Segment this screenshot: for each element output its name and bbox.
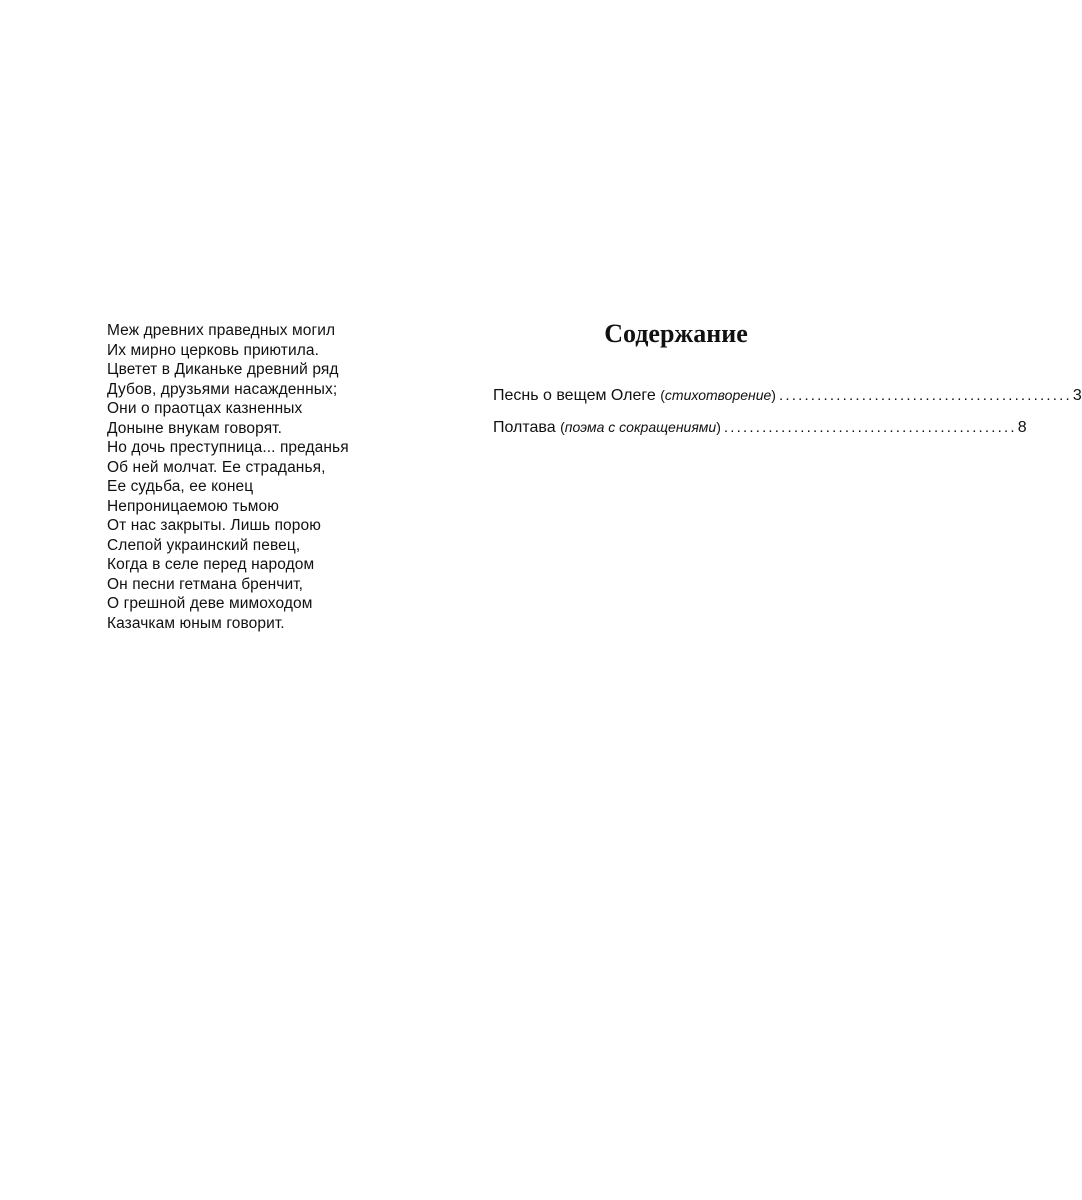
- toc-dot-leader: ..............................................: [778, 387, 1072, 404]
- poem-line: Слепой украинский певец,: [107, 536, 301, 554]
- toc-entry-page: 3: [1072, 387, 1082, 404]
- toc-entry[interactable]: [493, 385, 1082, 406]
- poem-line: От нас закрыты. Лишь порою: [107, 517, 321, 534]
- poem-line: Он песни гетмана бренчит,: [107, 575, 304, 593]
- toc-title: Содержание: [604, 319, 748, 348]
- toc-entry[interactable]: [493, 417, 1027, 438]
- toc-entry-note: поэма с сокращениями: [564, 419, 717, 435]
- toc-entry-label: Песнь о вещем Олеге (стихотворение): [493, 387, 776, 404]
- poem-line: Но дочь преступница... преданья: [107, 439, 349, 456]
- poem-line: Меж древних праведных могил: [107, 322, 336, 339]
- poem-line: Они о праотцах казненных: [107, 400, 303, 417]
- poem-line: Когда в селе перед народом: [107, 556, 315, 573]
- toc-entry-note: стихотворение: [664, 387, 772, 403]
- poem-line: Об ней молчат. Ее страданья,: [107, 458, 326, 476]
- poem-line: О грешной деве мимоходом: [107, 595, 313, 612]
- toc-entry-label: Полтава (поэма с сокращениями): [493, 419, 721, 436]
- poem-line: Цветет в Диканьке древний ряд: [107, 361, 339, 378]
- table-of-contents: [493, 318, 1082, 449]
- poem-line: Доныне внукам говорят.: [107, 419, 283, 437]
- poem-text: [107, 321, 387, 633]
- poem-line: Ее судьба, ее конец: [107, 478, 254, 495]
- toc-dot-leader: ..............................................: [723, 419, 1017, 436]
- toc-entry-title: Полтава: [493, 419, 556, 436]
- toc-entry-title: Песнь о вещем Олеге: [493, 387, 656, 404]
- poem-line: Дубов, друзьями насажденных;: [107, 380, 338, 398]
- poem-line: Непроницаемою тьмою: [107, 497, 279, 515]
- toc-entry-page: 8: [1017, 419, 1027, 436]
- poem-line: Казачкам юным говорит.: [107, 614, 285, 632]
- poem-line: Их мирно церковь приютила.: [107, 341, 320, 359]
